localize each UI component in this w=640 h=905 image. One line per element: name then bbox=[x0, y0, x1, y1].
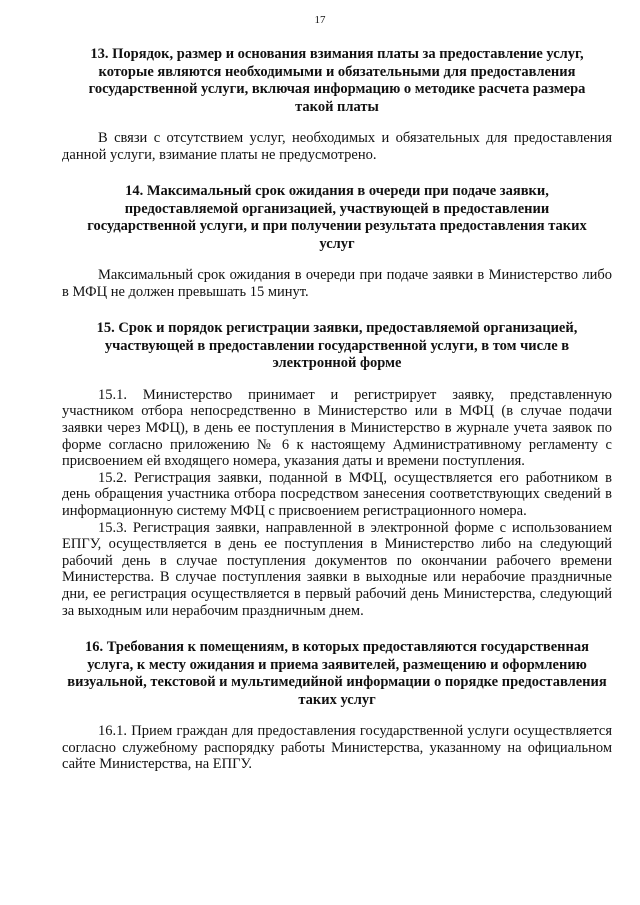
paragraph: Максимальный срок ожидания в очереди при подаче заявки в Министерство либо в МФЦ не должен превышать 15 минут. bbox=[62, 267, 612, 300]
paragraph: 16.1. Прием граждан для предоставления государственной услуги осуществляется согласно служебному распорядку работы Министерства, указанному на официальном сайте Министерства, на ЕПГУ. bbox=[62, 723, 612, 773]
page-number: 17 bbox=[314, 14, 326, 26]
section-title: 14. Максимальный срок ожидания в очереди при подаче заявки, предоставляемой организацией, участвующей в предоставлении государственной услуги, и при получении результата предоставления таких услуг bbox=[87, 183, 587, 252]
section-title: 13. Порядок, размер и основания взимания платы за предоставление услуг, которые являются необходимыми и обязательными для предоставления государственной услуги, включая информацию о методике расчета размера такой платы bbox=[88, 46, 586, 115]
paragraph: В связи с отсутствием услуг, необходимых и обязательных для предоставления данной услуги, взимание платы не предусмотрено. bbox=[62, 130, 612, 163]
section-16 bbox=[62, 639, 612, 773]
section-title: 15. Срок и порядок регистрации заявки, предоставляемой организацией, участвующей в предоставлении государственной услуги, в том числе в электронной форме bbox=[96, 320, 578, 372]
paragraph: 15.3. Регистрация заявки, направленной в электронной форме с использованием ЕПГУ, осуществляется в день ее поступления в Министерство либо на следующий рабочий день в случае поступления документов по окончании рабочего времени Министерства. В случае поступления заявки в выходные или нерабочие праздничные дни, ее регистрация осуществляется в первый рабочий день Министерства, следующий за выходным или нерабочим праздничным днем. bbox=[62, 519, 612, 619]
page-content bbox=[62, 46, 612, 793]
paragraph: 15.1. Министерство принимает и регистрирует заявку, представленную участником отбора непосредственно в Министерство или в МФЦ (в случае подачи заявки через МФЦ), в день ее поступления в Министерство в журнале учета заявок по форме согласно приложению № 6 к настоящему Административному регламенту с присвоением ей входящего номера, указания даты и времени поступления. bbox=[62, 386, 612, 470]
section-14 bbox=[62, 183, 612, 300]
paragraph: 15.2. Регистрация заявки, поданной в МФЦ, осуществляется его работником в день обращения участника отбора посредством занесения соответствующих сведений в информационную систему МФЦ с присвоением регистрационного номера. bbox=[62, 469, 612, 520]
section-title: 16. Требования к помещениям, в которых предоставляются государственная услуга, к месту ожидания и приема заявителей, размещению и оформлению визуальной, текстовой и мультимедийной информации о порядке предоставления таких услуг bbox=[67, 639, 607, 708]
section-13 bbox=[62, 46, 612, 163]
section-15 bbox=[62, 320, 612, 619]
